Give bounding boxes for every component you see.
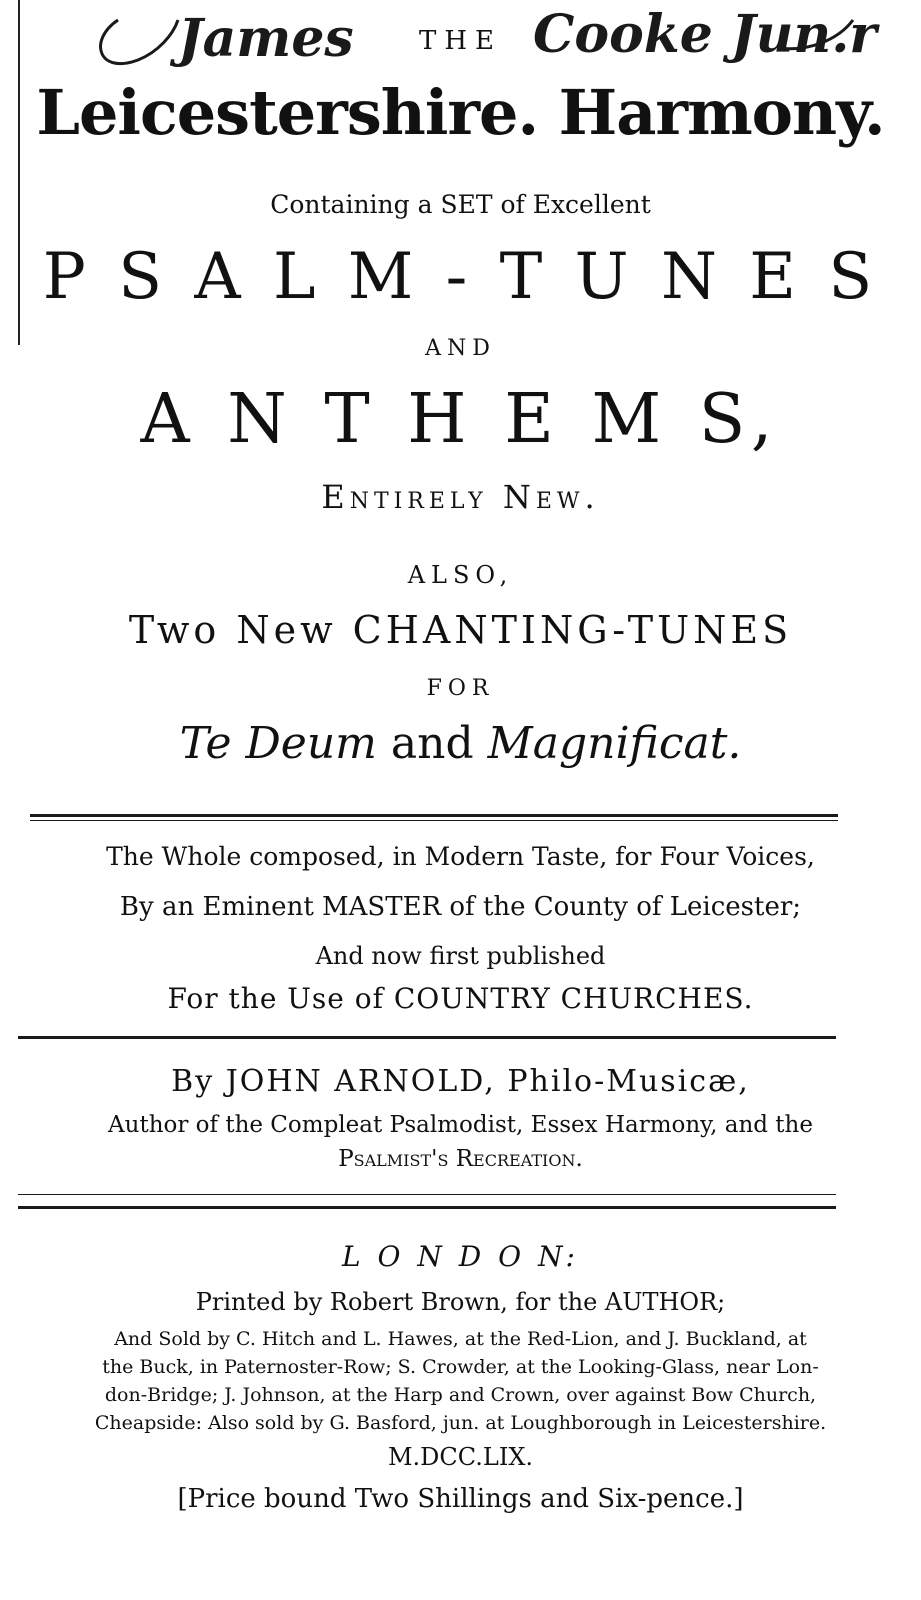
signature-last-name: Cooke Jun.r <box>533 4 877 65</box>
composer-line-2: By an Eminent MASTER of the County of Leicester; <box>119 892 802 922</box>
imprint-sold-3: don-Bridge; J. Johnson, at the Harp and Crown, over against Bow Church, <box>104 1384 817 1406</box>
divider-1-thin <box>30 820 838 821</box>
subtitle-chanting: Two New CHANTING-TUNES <box>128 608 793 652</box>
divider-3 <box>18 1206 836 1209</box>
imprint-sold-2: the Buck, in Paternoster-Row; S. Crowder, at the Looking-Glass, near Lon- <box>102 1356 819 1378</box>
subtitle-containing: Containing a SET of Excellent <box>270 190 651 219</box>
imprint-city: L O N D O N: <box>342 1240 579 1273</box>
divider-3-thin <box>18 1194 836 1195</box>
author-of-line: Author of the Compleat Psalmodist, Essex Harmony, and the <box>108 1112 813 1138</box>
imprint-sold-1: And Sold by C. Hitch and L. Hawes, at the Red-Lion, and J. Buckland, at <box>114 1328 807 1350</box>
magnificat-text: Magnificat. <box>487 718 742 769</box>
composer-line-4: For the Use of COUNTRY CHURCHES. <box>167 982 754 1015</box>
divider-1 <box>30 814 838 817</box>
te-deum-text: Te Deum <box>179 718 377 769</box>
subtitle-and: AND <box>425 336 496 361</box>
imprint-sold-4: Cheapside: Also sold by G. Basford, jun. at Loughborough in Leicestershire. <box>94 1412 827 1434</box>
divider-2 <box>18 1036 836 1039</box>
subtitle-te-deum-line <box>0 718 921 769</box>
imprint-price: [Price bound Two Shillings and Six-pence.] <box>177 1484 744 1514</box>
subtitle-anthems: A N T H E M S, <box>140 380 781 459</box>
subtitle-psalm-tunes: P S A L M - T U N E S <box>42 240 879 314</box>
subtitle-for: FOR <box>426 676 495 701</box>
imprint-printed: Printed by Robert Brown, for the AUTHOR; <box>195 1288 726 1316</box>
signature-first-name: James <box>178 8 354 69</box>
author-recreation: Psalmist's Recreation. <box>338 1146 583 1172</box>
page-title: Leicestershire. Harmony. <box>36 76 885 149</box>
subtitle-entirely-new: Entirely New. <box>321 478 600 516</box>
author-by-line: By JOHN ARNOLD, Philo-Musicæ, <box>171 1064 750 1099</box>
composer-line-1: The Whole composed, in Modern Taste, for Four Voices, <box>106 842 815 871</box>
composer-line-3: And now first published <box>315 942 606 970</box>
and-text: and <box>390 718 474 769</box>
imprint-year: M.DCC.LIX. <box>387 1443 534 1471</box>
title-the: THE <box>419 26 502 56</box>
subtitle-also: ALSO, <box>407 561 514 589</box>
